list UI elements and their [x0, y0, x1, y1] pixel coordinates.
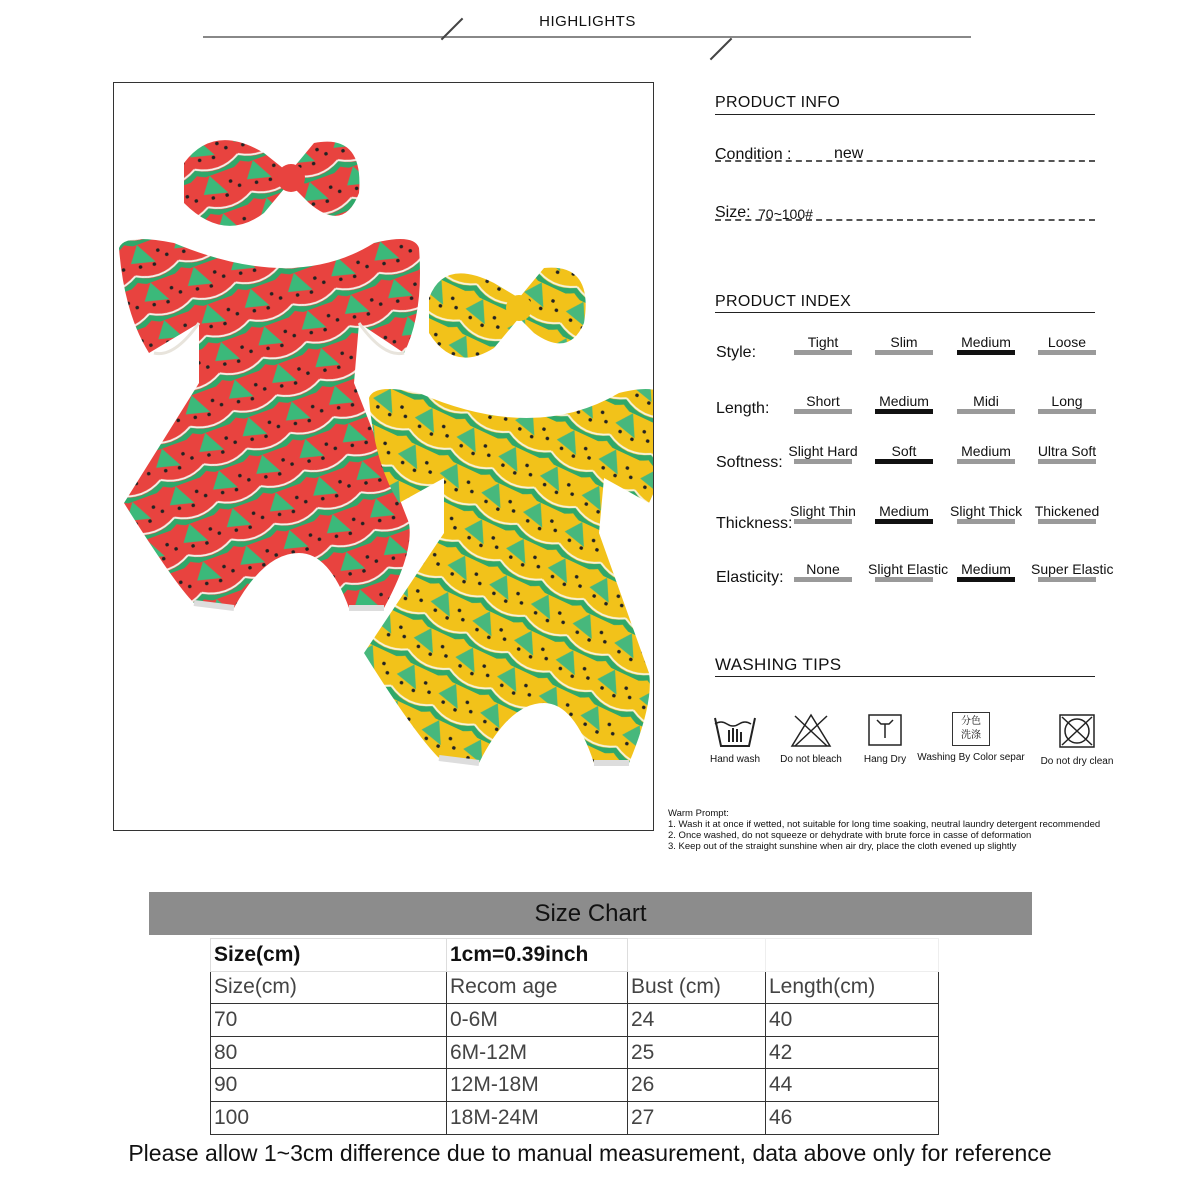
washing-tips-rule: [715, 676, 1095, 677]
product-illustration: [114, 83, 653, 830]
product-info-heading: PRODUCT INFO: [715, 94, 841, 111]
product-photo: [113, 82, 654, 831]
index-bar: [794, 519, 852, 524]
index-row-label: Style:: [716, 344, 757, 361]
index-bar: [794, 459, 852, 464]
yellow-romper: [364, 389, 653, 763]
index-bar-selected: [875, 459, 933, 464]
index-bar: [794, 350, 852, 355]
index-option: Medium: [961, 334, 1011, 350]
table-cell: 18M-24M: [447, 1101, 628, 1134]
color-separate-glyph-2: 洗涤: [961, 730, 981, 741]
header-slash-right: [710, 38, 733, 61]
condition-label: Condition :: [715, 146, 792, 163]
product-index-rule: [715, 312, 1095, 313]
index-option: Slight Hard: [788, 443, 858, 459]
wash-color-separate: [916, 712, 1026, 763]
index-row-label: Length:: [716, 400, 770, 417]
index-bar-selected: [875, 519, 933, 524]
index-row-label: Elasticity:: [716, 569, 784, 586]
table-cell: 0-6M: [447, 1004, 628, 1037]
warm-prompt-title: Warm Prompt:: [668, 808, 729, 819]
table-row: [211, 1069, 939, 1102]
condition-dash-rule: [715, 160, 1095, 162]
index-option: Medium: [879, 503, 929, 519]
index-option: Slight Thick: [950, 503, 1023, 519]
table-cell: 46: [766, 1101, 939, 1134]
wash-label-no-dry-clean: Do not dry clean: [1040, 756, 1114, 767]
index-option: Medium: [961, 443, 1011, 459]
warm-prompt-line-3: 3. Keep out of the straight sunshine when air dry, place the cloth evened up slightly: [668, 841, 1017, 852]
index-option: Medium: [961, 561, 1011, 577]
table-cell: 90: [211, 1069, 447, 1102]
table-cell: 27: [628, 1101, 766, 1134]
yellow-headband: [429, 268, 586, 358]
hand-wash-icon: [711, 712, 759, 748]
index-bar-selected: [875, 409, 933, 414]
index-bar: [794, 409, 852, 414]
size-dash-rule: [715, 219, 1095, 221]
size-chart-footnote: Please allow 1~3cm difference due to manual measurement, data above only for reference: [128, 1140, 1052, 1166]
index-bar-selected: [957, 577, 1015, 582]
size-label: Size:: [715, 204, 751, 221]
table-cell: 12M-18M: [447, 1069, 628, 1102]
table-cell: 25: [628, 1036, 766, 1069]
table-cell: 26: [628, 1069, 766, 1102]
index-bar: [1038, 519, 1096, 524]
index-option: Tight: [807, 334, 839, 350]
wash-label-no-bleach: Do not bleach: [780, 754, 842, 765]
warm-prompt-line-2: 2. Once washed, do not squeeze or dehydrate with brute force in casse of deformation: [668, 830, 1032, 841]
size-chart-column-header: Length(cm): [766, 971, 939, 1004]
table-row: [211, 1101, 939, 1134]
table-cell: 42: [766, 1036, 939, 1069]
index-bar: [957, 409, 1015, 414]
index-bar: [957, 459, 1015, 464]
red-headband: [184, 140, 359, 226]
size-chart-column-header: Size(cm): [211, 971, 447, 1004]
size-chart-column-row: [211, 971, 939, 1004]
size-chart-header-cell: [628, 939, 766, 972]
size-chart-column-header: Bust (cm): [628, 971, 766, 1004]
size-chart-table: [210, 938, 939, 1135]
table-cell: 100: [211, 1101, 447, 1134]
wash-no-dry-clean: [1022, 712, 1132, 767]
size-chart-header-cell: [766, 939, 939, 972]
highlights-title: HIGHLIGHTS: [539, 13, 636, 30]
size-chart-title: Size Chart: [534, 900, 647, 927]
index-option: Super Elastic: [1031, 561, 1114, 577]
color-separate-icon: [952, 712, 990, 746]
index-option: Soft: [891, 443, 917, 459]
product-info-rule: [715, 114, 1095, 115]
table-row: [211, 1036, 939, 1069]
table-cell: 80: [211, 1036, 447, 1069]
no-dry-clean-icon: [1057, 712, 1097, 750]
size-chart-header-row: [211, 939, 939, 972]
size-chart-header-cell: Size(cm): [211, 939, 447, 972]
index-bar: [957, 519, 1015, 524]
index-option: Loose: [1047, 334, 1087, 350]
warm-prompt: [668, 808, 1100, 852]
table-cell: 6M-12M: [447, 1036, 628, 1069]
table-row: [211, 1004, 939, 1037]
index-bar-selected: [957, 350, 1015, 355]
index-bar: [1038, 350, 1096, 355]
index-bar: [794, 577, 852, 582]
condition-value: new: [834, 145, 864, 162]
no-bleach-icon: [789, 712, 833, 748]
index-bar: [1038, 409, 1096, 414]
size-value: 70~100#: [758, 206, 813, 222]
hang-dry-icon: [865, 712, 905, 748]
index-option: Midi: [973, 393, 999, 409]
index-bar: [1038, 459, 1096, 464]
table-cell: 44: [766, 1069, 939, 1102]
index-row-label: Softness:: [716, 454, 783, 471]
product-index-heading: PRODUCT INDEX: [715, 293, 852, 310]
index-option: Slight Elastic: [868, 561, 949, 577]
wash-label-hang-dry: Hang Dry: [863, 754, 907, 765]
index-row-label: Thickness:: [716, 515, 793, 532]
warm-prompt-line-1: 1. Wash it at once if wetted, not suitable for long time soaking, neutral laundry detergent recommended: [668, 819, 1101, 830]
wash-label-hand: Hand wash: [709, 754, 761, 765]
color-separate-glyph-1: 分色: [961, 716, 981, 727]
table-cell: 24: [628, 1004, 766, 1037]
index-bar: [875, 350, 933, 355]
size-chart-header-cell: 1cm=0.39inch: [447, 939, 628, 972]
index-option: Ultra Soft: [1037, 443, 1097, 459]
table-cell: 70: [211, 1004, 447, 1037]
index-option: None: [806, 561, 840, 577]
size-chart-column-header: Recom age: [447, 971, 628, 1004]
table-cell: 40: [766, 1004, 939, 1037]
washing-tips-heading: WASHING TIPS: [715, 655, 842, 674]
index-option: Short: [806, 393, 840, 409]
wash-label-color-separate: Washing By Color separ: [917, 752, 1025, 763]
index-option: Slim: [890, 334, 918, 350]
index-option: Thickened: [1034, 503, 1100, 519]
index-option: Long: [1051, 393, 1083, 409]
index-option: Medium: [879, 393, 929, 409]
index-option: Slight Thin: [790, 503, 856, 519]
index-bar: [1038, 577, 1096, 582]
index-bar: [875, 577, 933, 582]
header-rule: [203, 36, 971, 38]
